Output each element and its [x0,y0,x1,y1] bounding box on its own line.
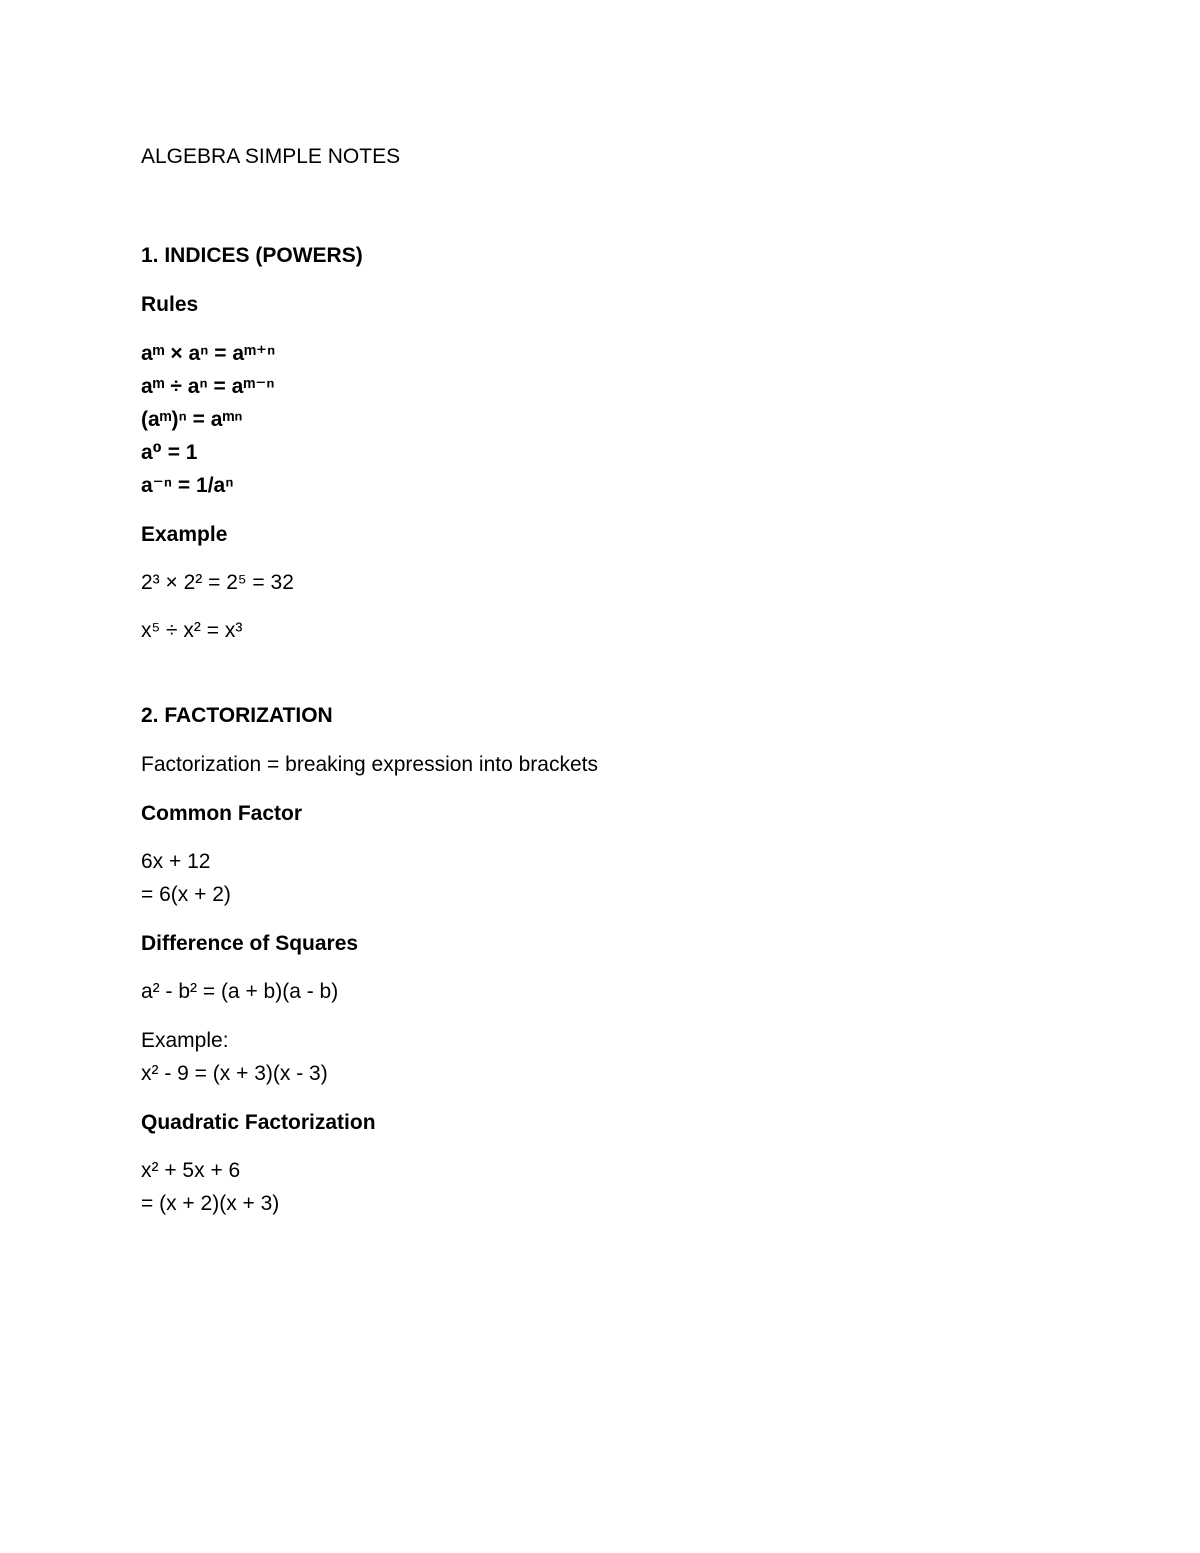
rule-line: a⁻ⁿ = 1/aⁿ [141,474,234,497]
example-line: 2³ × 2² = 2⁵ = 32 [141,571,294,594]
quadratic-line: = (x + 2)(x + 3) [141,1192,280,1215]
difference-of-squares-heading: Difference of Squares [141,932,359,955]
factorization-definition: Factorization = breaking expression into brackets [141,753,598,776]
rules-heading: Rules [141,293,199,316]
document-body [141,140,1101,1220]
example-line: x⁵ ÷ x² = x³ [141,619,243,642]
difference-of-squares-formula: a² - b² = (a + b)(a - b) [141,980,339,1003]
example-heading: Example [141,523,228,546]
rule-line: aᵐ × aⁿ = aᵐ⁺ⁿ [141,342,276,365]
difference-example-label: Example: [141,1029,229,1052]
difference-example-line: x² - 9 = (x + 3)(x - 3) [141,1062,328,1085]
rule-line: (aᵐ)ⁿ = aᵐⁿ [141,408,243,431]
common-factor-line: = 6(x + 2) [141,883,231,906]
common-factor-heading: Common Factor [141,802,303,825]
quadratic-line: x² + 5x + 6 [141,1159,241,1182]
rule-line: a⁰ = 1 [141,441,198,464]
section-heading-indices: 1. INDICES (POWERS) [141,244,363,267]
quadratic-factorization-heading: Quadratic Factorization [141,1111,376,1134]
common-factor-line: 6x + 12 [141,850,211,873]
section-heading-factorization: 2. FACTORIZATION [141,704,333,727]
document-title: ALGEBRA SIMPLE NOTES [141,145,401,168]
rule-line: aᵐ ÷ aⁿ = aᵐ⁻ⁿ [141,375,275,398]
